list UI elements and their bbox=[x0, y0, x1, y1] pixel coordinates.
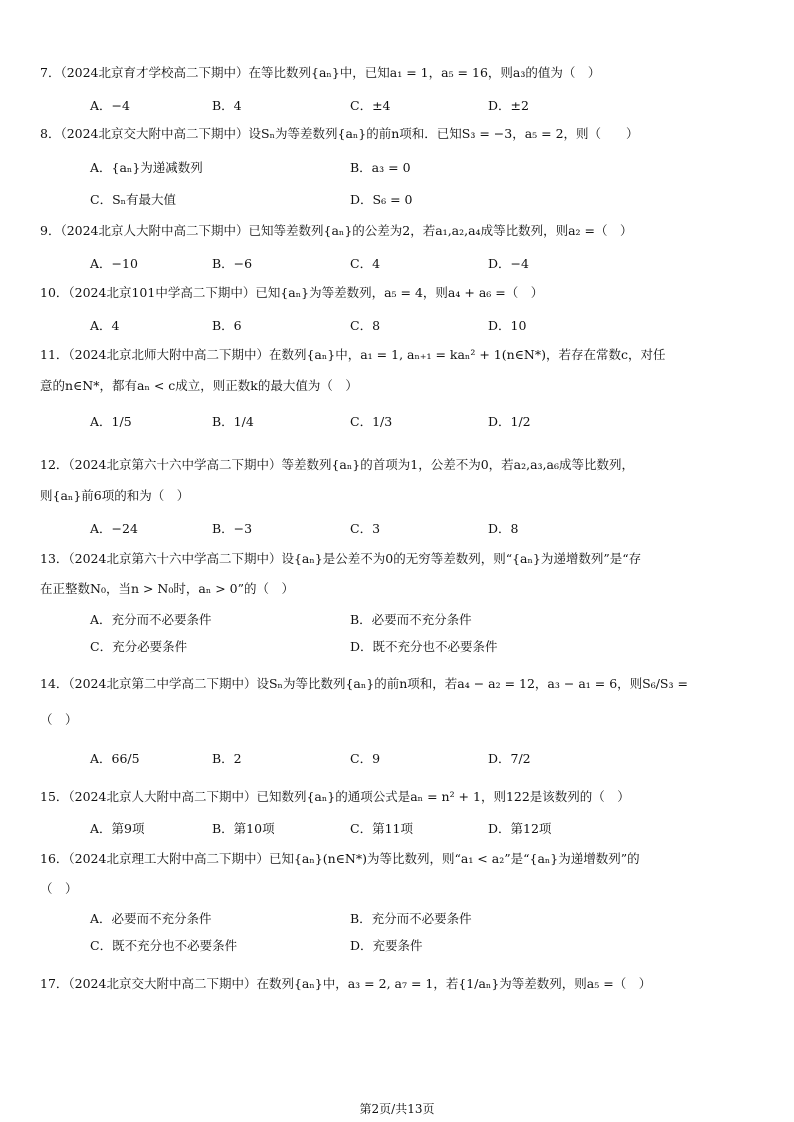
question-number: 15． bbox=[40, 789, 69, 804]
question-13-line2 bbox=[40, 580, 754, 598]
question-number: 13． bbox=[40, 551, 69, 566]
options-8-row2 bbox=[90, 190, 754, 210]
option-d[interactable]: D．1/2 bbox=[488, 414, 531, 429]
options-7 bbox=[90, 96, 754, 116]
option-d[interactable]: D．10 bbox=[488, 318, 527, 333]
option-c[interactable]: C．4 bbox=[350, 256, 381, 271]
options-14 bbox=[90, 749, 754, 779]
option-c[interactable]: C．±4 bbox=[350, 98, 391, 113]
question-source: （2024北京人大附中高二下期中） bbox=[60, 223, 249, 238]
option-c[interactable]: C．充分必要条件 bbox=[90, 639, 188, 654]
option-c[interactable]: C．3 bbox=[350, 521, 381, 536]
question-stem: 已知数列{aₙ}的通项公式是aₙ = n² + 1，则122是该数列的（ ） bbox=[256, 789, 630, 804]
options-10 bbox=[90, 316, 754, 336]
question-number: 17． bbox=[40, 976, 69, 991]
question-14 bbox=[40, 675, 754, 693]
option-b[interactable]: B．a₃ = 0 bbox=[350, 160, 411, 175]
options-13-row1 bbox=[90, 610, 754, 630]
option-b[interactable]: B．6 bbox=[212, 318, 242, 333]
question-16-line2 bbox=[40, 880, 754, 898]
option-c[interactable]: C．既不充分也不必要条件 bbox=[90, 938, 238, 953]
question-number: 11． bbox=[40, 347, 69, 362]
question-13 bbox=[40, 550, 754, 568]
option-a[interactable]: A．第9项 bbox=[90, 821, 145, 836]
question-stem: 在数列{aₙ}中，a₃ = 2, a₇ = 1，若{1/aₙ}为等差数列，则a₅ =（ ） bbox=[256, 976, 652, 991]
question-9 bbox=[40, 222, 754, 240]
question-number: 10． bbox=[40, 285, 69, 300]
question-stem-continued: （ ） bbox=[40, 881, 78, 896]
question-stem: 设{aₙ}是公差不为0的无穷等差数列，则“{aₙ}为递增数列”是“存 bbox=[281, 551, 642, 566]
option-a[interactable]: A．1/5 bbox=[90, 414, 132, 429]
question-15 bbox=[40, 788, 754, 806]
option-b[interactable]: B．充分而不必要条件 bbox=[350, 911, 472, 926]
question-stem: 已知{aₙ}(n∈N*)为等比数列，则“a₁ < a₂”是“{aₙ}为递增数列”的 bbox=[268, 851, 640, 866]
question-8 bbox=[40, 125, 754, 143]
question-stem: 在等比数列{aₙ}中，已知a₁ = 1，a₅ = 16，则a₃的值为（ ） bbox=[248, 65, 601, 80]
option-a[interactable]: A．−24 bbox=[90, 521, 138, 536]
option-b[interactable]: B．−6 bbox=[212, 256, 253, 271]
option-b[interactable]: B．4 bbox=[212, 98, 242, 113]
options-13-row2 bbox=[90, 637, 754, 657]
question-number: 16． bbox=[40, 851, 69, 866]
option-c[interactable]: C．8 bbox=[350, 318, 381, 333]
option-c[interactable]: C．第11项 bbox=[350, 821, 413, 836]
question-number: 8． bbox=[40, 126, 61, 141]
question-stem: 在数列{aₙ}中，a₁ = 1, aₙ₊₁ = kaₙ² + 1(n∈N*)，若存在常数c，对任 bbox=[268, 347, 666, 362]
question-stem-continued: 在正整数N₀，当n > N₀时，aₙ > 0”的（ ） bbox=[40, 581, 294, 596]
question-12-line2 bbox=[40, 487, 754, 505]
question-stem: 等差数列{aₙ}的首项为1，公差不为0，若a₂,a₃,a₆成等比数列， bbox=[281, 457, 634, 472]
option-d[interactable]: D．8 bbox=[488, 521, 519, 536]
options-16-row1 bbox=[90, 909, 754, 929]
option-d[interactable]: D．−4 bbox=[488, 256, 529, 271]
options-11 bbox=[90, 412, 754, 442]
question-11-line2 bbox=[40, 377, 754, 395]
option-a[interactable]: A．66/5 bbox=[90, 751, 140, 766]
question-source: （2024北京北师大附中高二下期中） bbox=[68, 347, 269, 362]
question-source: （2024北京第二中学高二下期中） bbox=[68, 676, 257, 691]
option-c[interactable]: C．1/3 bbox=[350, 414, 393, 429]
option-c[interactable]: C．9 bbox=[350, 751, 381, 766]
option-a[interactable]: A．{aₙ}为递减数列 bbox=[90, 160, 203, 175]
option-d[interactable]: D．第12项 bbox=[488, 821, 552, 836]
page-footer: 第2页/共13页 bbox=[359, 1102, 435, 1116]
question-source: （2024北京交大附中高二下期中） bbox=[68, 976, 257, 991]
option-c[interactable]: C．Sₙ有最大值 bbox=[90, 192, 177, 207]
question-stem: 已知等差数列{aₙ}的公差为2，若a₁,a₂,a₄成等比数列，则a₂ =（ ） bbox=[248, 223, 633, 238]
option-d[interactable]: D．7/2 bbox=[488, 751, 531, 766]
option-b[interactable]: B．必要而不充分条件 bbox=[350, 612, 472, 627]
question-stem-continued: 意的n∈N*，都有aₙ < c成立，则正数k的最大值为（ ） bbox=[40, 378, 358, 393]
option-a[interactable]: A．−10 bbox=[90, 256, 138, 271]
option-a[interactable]: A．−4 bbox=[90, 98, 130, 113]
question-14-line2 bbox=[40, 711, 754, 729]
question-source: （2024北京人大附中高二下期中） bbox=[68, 789, 257, 804]
question-source: （2024北京第六十六中学高二下期中） bbox=[68, 551, 282, 566]
question-source: （2024北京育才学校高二下期中） bbox=[60, 65, 249, 80]
question-12 bbox=[40, 456, 754, 474]
question-7 bbox=[40, 64, 754, 82]
option-a[interactable]: A．充分而不必要条件 bbox=[90, 612, 212, 627]
option-d[interactable]: D．充要条件 bbox=[350, 938, 423, 953]
question-source: （2024北京交大附中高二下期中） bbox=[60, 126, 249, 141]
question-11 bbox=[40, 346, 754, 364]
options-12 bbox=[90, 519, 754, 539]
question-source: （2024北京第六十六中学高二下期中） bbox=[68, 457, 282, 472]
option-a[interactable]: A．必要而不充分条件 bbox=[90, 911, 212, 926]
option-d[interactable]: D．既不充分也不必要条件 bbox=[350, 639, 498, 654]
question-stem: 设Sₙ为等差数列{aₙ}的前n项和．已知S₃ = −3，a₅ = 2，则（ ） bbox=[248, 126, 639, 141]
option-a[interactable]: A．4 bbox=[90, 318, 120, 333]
option-b[interactable]: B．1/4 bbox=[212, 414, 254, 429]
options-9 bbox=[90, 254, 754, 274]
question-number: 9． bbox=[40, 223, 61, 238]
question-number: 7． bbox=[40, 65, 61, 80]
question-16 bbox=[40, 850, 754, 868]
option-b[interactable]: B．−3 bbox=[212, 521, 253, 536]
question-number: 14． bbox=[40, 676, 69, 691]
question-number: 12． bbox=[40, 457, 69, 472]
question-stem: 已知{aₙ}为等差数列，a₅ = 4，则a₄ + a₆ =（ ） bbox=[255, 285, 544, 300]
question-stem-continued: （ ） bbox=[40, 712, 78, 727]
question-stem: 设Sₙ为等比数列{aₙ}的前n项和，若a₄ − a₂ = 12，a₃ − a₁ = 6，则S₆/S₃ = bbox=[256, 676, 688, 691]
question-17 bbox=[40, 975, 754, 993]
options-8-row1 bbox=[90, 158, 754, 178]
option-d[interactable]: D．S₆ = 0 bbox=[350, 192, 413, 207]
question-stem-continued: 则{aₙ}前6项的和为（ ） bbox=[40, 488, 190, 503]
question-source: （2024北京101中学高二下期中） bbox=[68, 285, 256, 300]
question-10 bbox=[40, 284, 754, 302]
option-b[interactable]: B．2 bbox=[212, 751, 242, 766]
options-15 bbox=[90, 819, 754, 839]
option-d[interactable]: D．±2 bbox=[488, 98, 529, 113]
option-b[interactable]: B．第10项 bbox=[212, 821, 275, 836]
options-16-row2 bbox=[90, 936, 754, 956]
question-source: （2024北京理工大附中高二下期中） bbox=[68, 851, 269, 866]
